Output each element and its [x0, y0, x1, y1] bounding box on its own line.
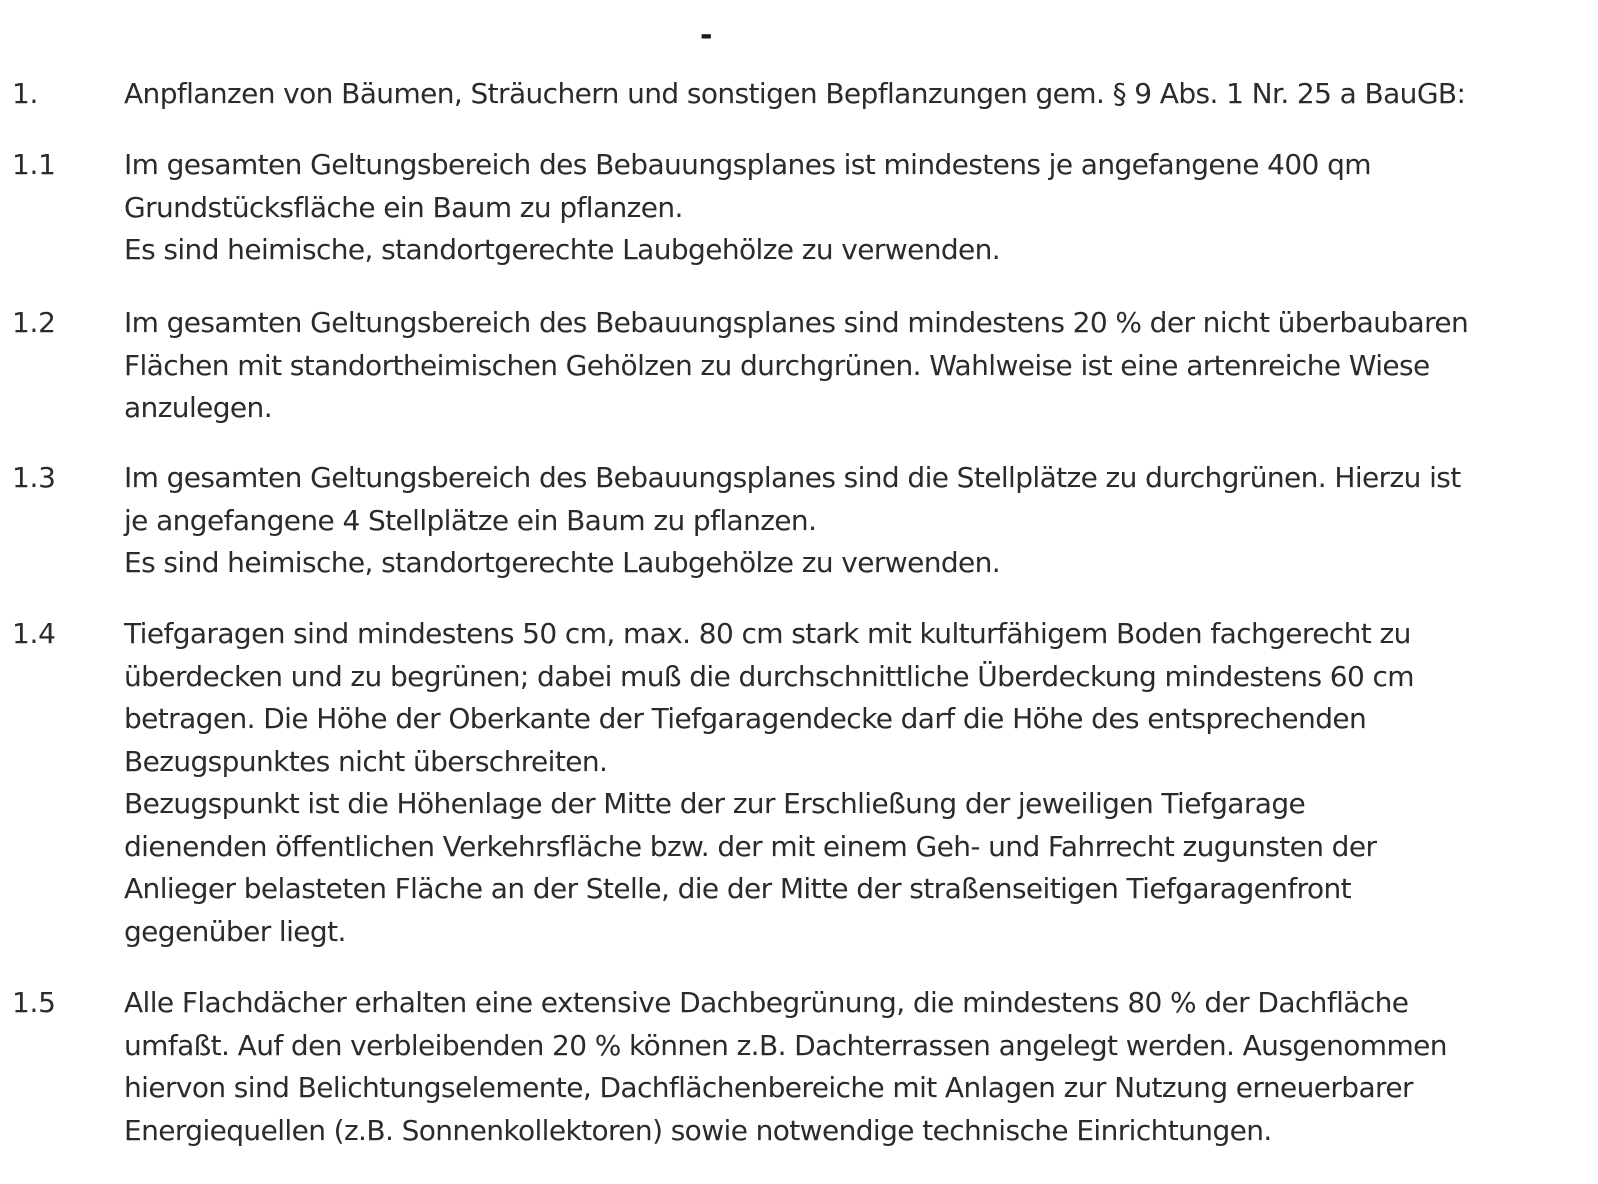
item-text [124, 613, 1584, 953]
text-line: Energiequellen (z.B. Sonnenkollektoren) sowie notwendige technische Einrichtungen. [124, 1113, 1272, 1147]
item-text [124, 144, 1584, 272]
text-line: Anlieger belasteten Fläche an der Stelle, die der Mitte der straßenseitigen Tiefgaragenfront [124, 872, 1352, 905]
text-line: Im gesamten Geltungsbereich des Bebauungsplanes sind die Stellplätze zu durchgrünen. Hierzu ist [124, 461, 1461, 494]
text-line: hiervon sind Belichtungselemente, Dachflächenbereiche mit Anlagen zur Nutzung erneuerbarer [124, 1071, 1413, 1104]
text-line: Im gesamten Geltungsbereich des Bebauungsplanes sind mindestens 20 % der nicht überbaubaren [124, 306, 1469, 339]
text-line: umfaßt. Auf den verbleibenden 20 % können z.B. Dachterrassen angelegt werden. Ausgenommen [124, 1028, 1447, 1062]
text-line: Grundstücksfläche ein Baum zu pflanzen. [124, 190, 683, 224]
text-line: Es sind heimische, standortgerechte Laubgehölze zu verwenden. [124, 233, 1001, 266]
item-number: 1.5 [12, 986, 56, 1019]
text-line: je angefangene 4 Stellplätze ein Baum zu pflanzen. [124, 503, 817, 537]
text-line: betragen. Die Höhe der Oberkante der Tiefgaragendecke darf die Höhe des entsprechenden [124, 702, 1367, 735]
text-line: Tiefgaragen sind mindestens 50 cm, max. 80 cm stark mit kulturfähigem Boden fachgerecht zu [124, 617, 1411, 650]
item-text [124, 457, 1584, 585]
text-line: anzulegen. [124, 391, 273, 424]
item-number: 1.3 [12, 461, 56, 494]
item-number: 1. [12, 77, 39, 110]
header-dash: - [700, 18, 713, 53]
item-text [124, 982, 1584, 1152]
text-line: Im gesamten Geltungsbereich des Bebauungsplanes ist mindestens je angefangene 400 qm [124, 148, 1371, 181]
text-line: Bezugspunktes nicht überschreiten. [124, 744, 608, 778]
text-line: gegenüber liegt. [124, 914, 346, 948]
text-line: Es sind heimische, standortgerechte Laubgehölze zu verwenden. [124, 546, 1001, 579]
text-line: Anpflanzen von Bäumen, Sträuchern und sonstigen Bepflanzungen gem. § 9 Abs. 1 Nr. 25 a BauGB: [124, 77, 1466, 110]
item-number: 1.1 [12, 148, 56, 181]
item-text [124, 302, 1584, 430]
text-line: überdecken und zu begrünen; dabei muß die durchschnittliche Überdeckung mindestens 60 cm [124, 659, 1414, 693]
text-line: Alle Flachdächer erhalten eine extensive Dachbegrünung, die mindestens 80 % der Dachfläche [124, 986, 1409, 1019]
item-number: 1.4 [12, 617, 56, 650]
text-line: Flächen mit standortheimischen Gehölzen zu durchgrünen. Wahlweise ist eine artenreiche Wiese [124, 348, 1430, 382]
item-number: 1.2 [12, 306, 56, 339]
item-text [124, 73, 1584, 116]
text-line: Bezugspunkt ist die Höhenlage der Mitte der zur Erschließung der jeweiligen Tiefgarage [124, 787, 1306, 820]
text-line: dienenden öffentlichen Verkehrsfläche bzw. der mit einem Geh- und Fahrrecht zugunsten der [124, 829, 1377, 863]
